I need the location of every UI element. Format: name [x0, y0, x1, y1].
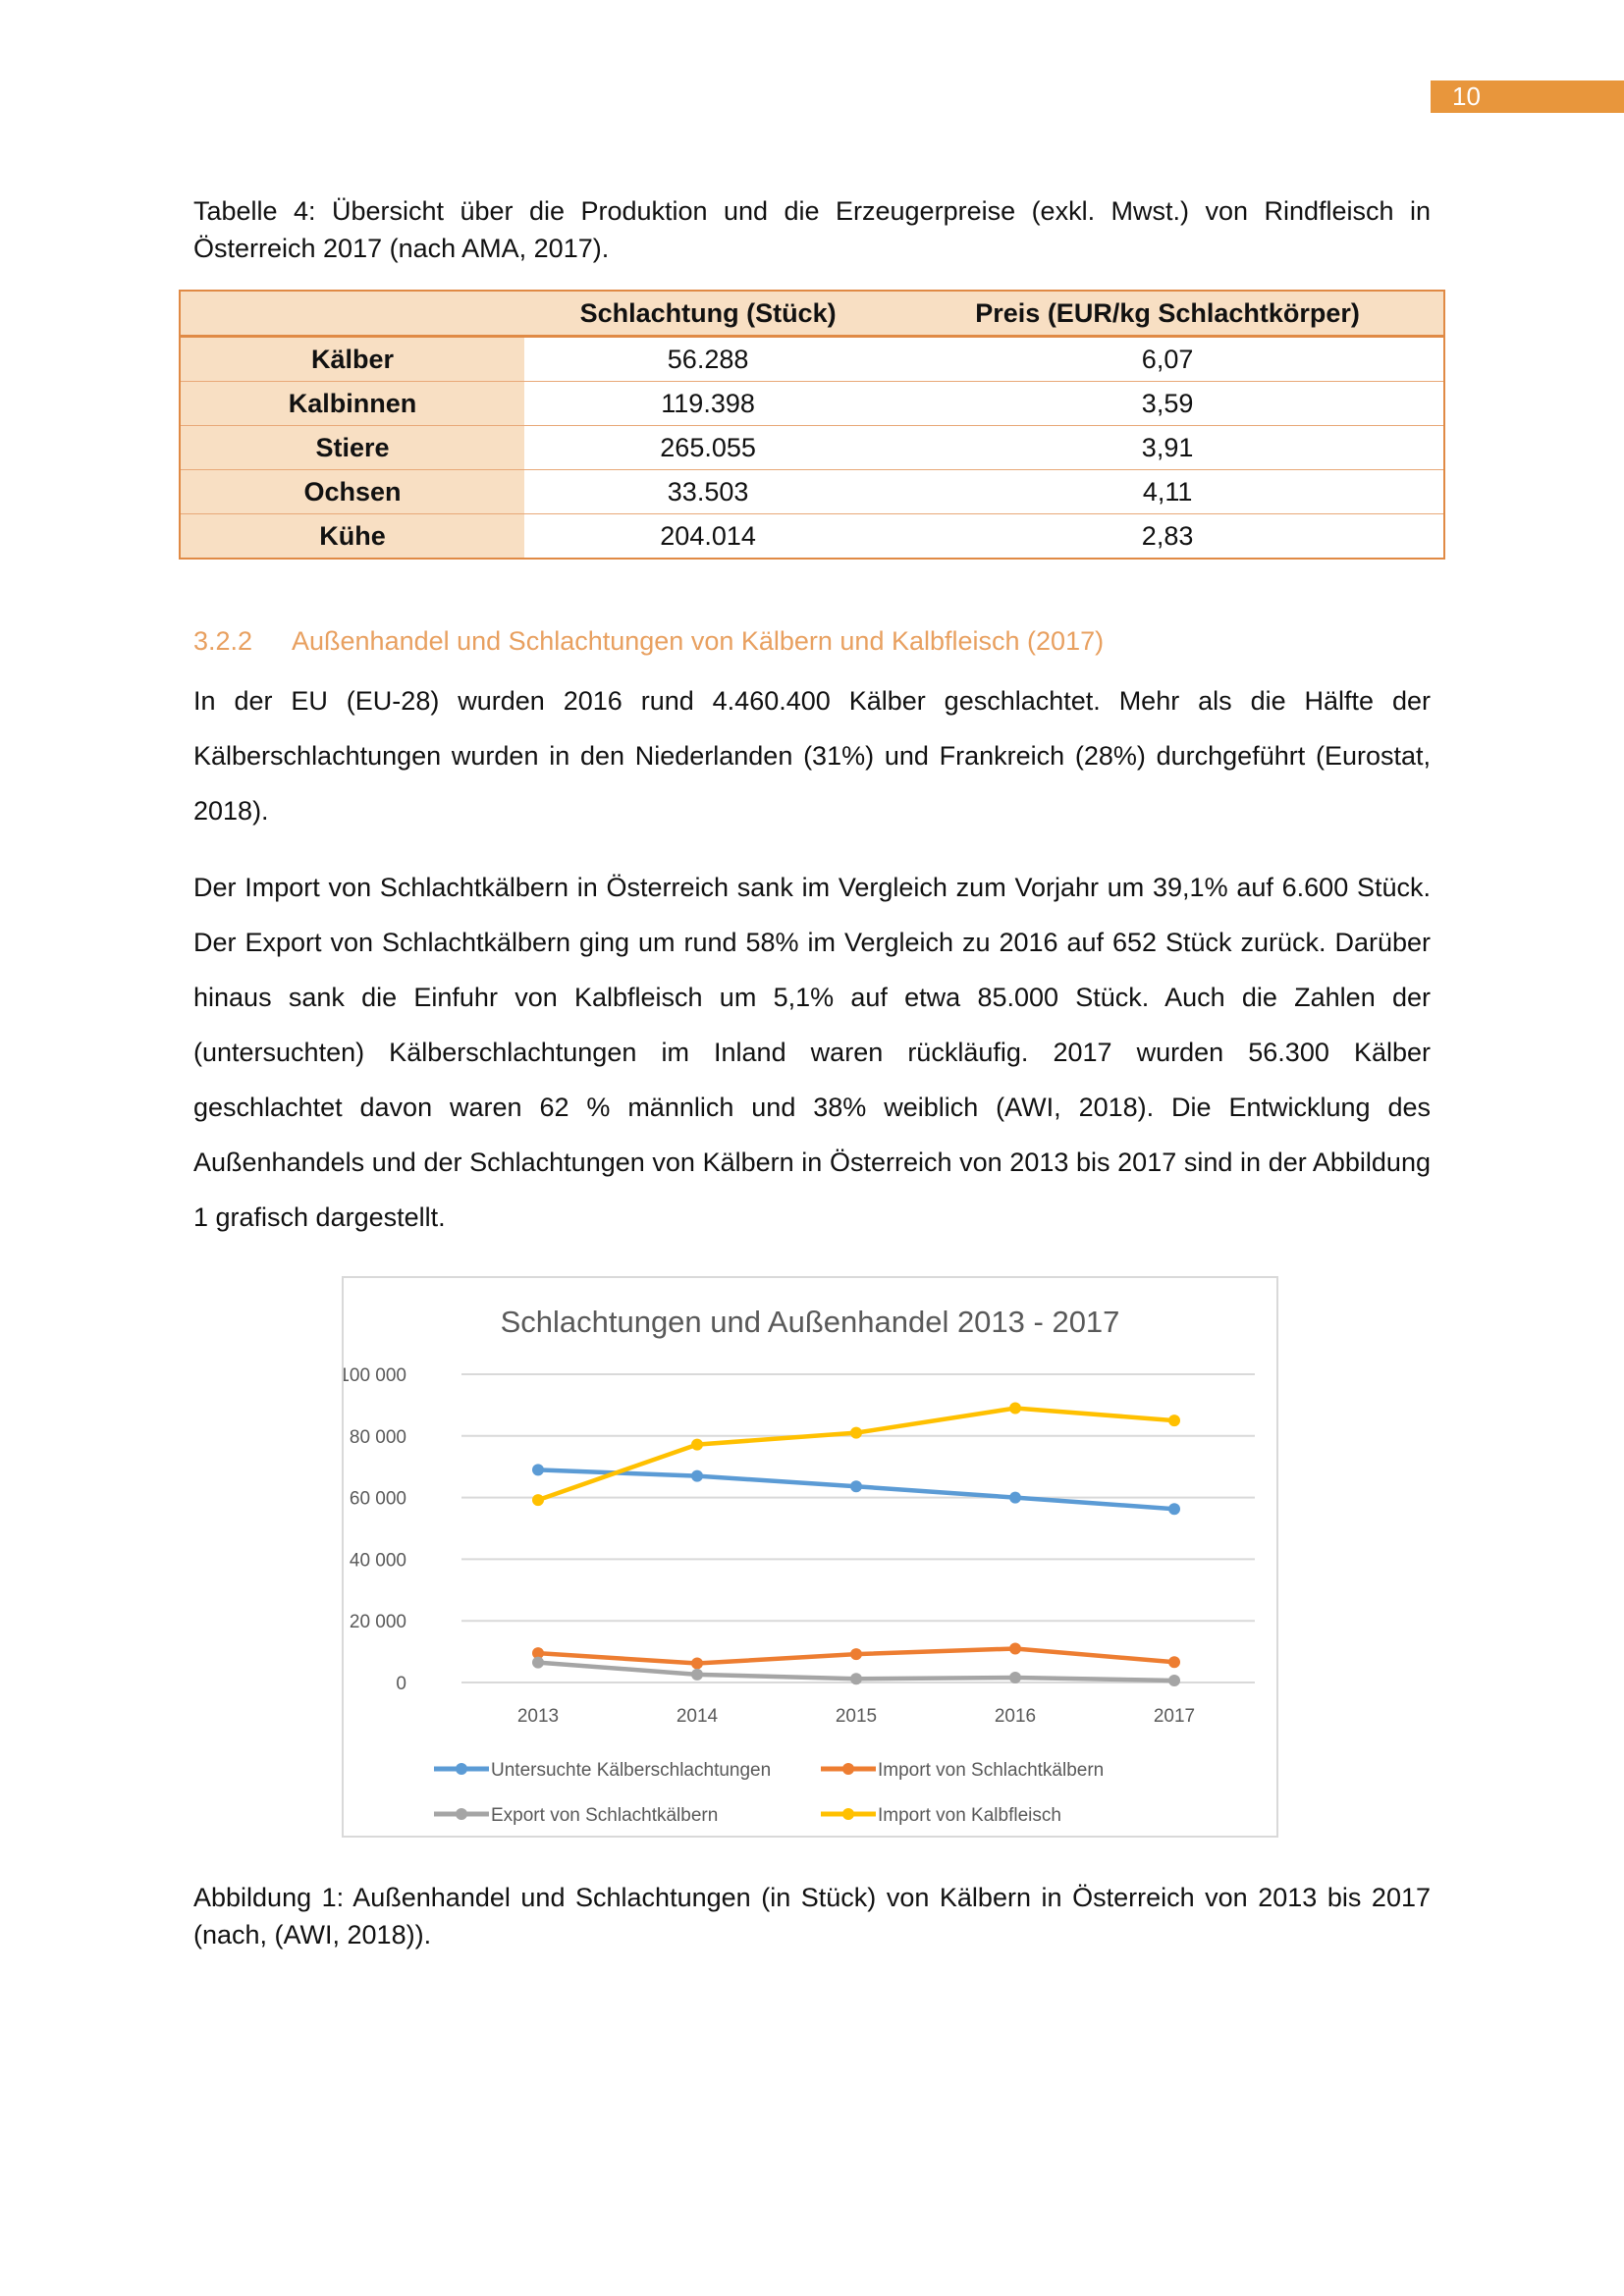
data-point — [1009, 1403, 1021, 1415]
legend-marker — [842, 1808, 854, 1820]
x-tick-label: 2013 — [516, 1706, 560, 1727]
row-price: 4,11 — [892, 470, 1444, 514]
data-point — [1168, 1503, 1180, 1515]
data-point — [532, 1494, 544, 1506]
legend-label: Untersuchte Kälberschlachtungen — [491, 1760, 772, 1781]
data-point — [1009, 1492, 1021, 1504]
data-point — [691, 1439, 703, 1451]
y-tick-label: 40 000 — [349, 1550, 406, 1572]
legend-marker — [456, 1763, 467, 1775]
x-tick-label: 2017 — [1153, 1706, 1196, 1727]
y-tick-label: 100 000 — [344, 1365, 406, 1386]
data-point — [691, 1470, 703, 1482]
legend-marker — [456, 1808, 467, 1820]
page-number: 10 — [1431, 80, 1624, 113]
data-point — [1168, 1675, 1180, 1686]
data-point — [1009, 1642, 1021, 1654]
table-row — [180, 514, 1444, 560]
table-header-empty — [180, 291, 524, 337]
line-chart — [342, 1276, 1278, 1838]
row-count: 56.288 — [524, 337, 892, 382]
figure-caption: Abbildung 1: Außenhandel und Schlachtungen (in Stück) von Kälbern in Österreich von 2013 bis 2017 (nach, (AWI, 2018)). — [193, 1883, 1431, 1949]
y-tick-label: 80 000 — [349, 1426, 406, 1448]
row-price: 2,83 — [892, 514, 1444, 560]
legend-marker — [842, 1763, 854, 1775]
data-point — [850, 1648, 862, 1660]
production-table — [179, 290, 1445, 560]
data-point — [691, 1658, 703, 1670]
row-count: 265.055 — [524, 426, 892, 470]
row-label: Stiere — [180, 426, 524, 470]
table-row — [180, 426, 1444, 470]
y-tick-label: 0 — [396, 1674, 406, 1694]
table-row — [180, 470, 1444, 514]
row-count: 119.398 — [524, 382, 892, 426]
y-tick-label: 20 000 — [349, 1612, 406, 1633]
data-point — [691, 1669, 703, 1681]
data-point — [532, 1464, 544, 1475]
row-count: 204.014 — [524, 514, 892, 560]
row-label: Kälber — [180, 337, 524, 382]
row-count: 33.503 — [524, 470, 892, 514]
data-point — [850, 1673, 862, 1684]
legend-label: Import von Kalbfleisch — [878, 1805, 1061, 1826]
table-header-row — [180, 291, 1444, 337]
table-header-count: Schlachtung (Stück) — [524, 291, 892, 337]
row-price: 3,59 — [892, 382, 1444, 426]
x-tick-label: 2016 — [994, 1706, 1037, 1727]
section-title: Außenhandel und Schlachtungen von Kälbern und Kalbfleisch (2017) — [292, 626, 1105, 656]
table-header-price: Preis (EUR/kg Schlachtkörper) — [892, 291, 1444, 337]
x-tick-label: 2014 — [676, 1706, 719, 1727]
data-point — [850, 1427, 862, 1439]
table-caption: Tabelle 4: Übersicht über die Produktion und die Erzeugerpreise (exkl. Mwst.) von Rindfleisch in Österreich 2017 (nach AMA, 2017). — [193, 196, 1431, 263]
legend-label: Export von Schlachtkälbern — [491, 1805, 719, 1826]
row-label: Ochsen — [180, 470, 524, 514]
row-price: 6,07 — [892, 337, 1444, 382]
paragraph-1: In der EU (EU-28) wurden 2016 rund 4.460.400 Kälber geschlachtet. Mehr als die Hälfte der Kälberschlachtungen wurden in den Niederlanden (31%) und Frankreich (28%) durchgeführt (Eurostat, 2018). — [193, 686, 1431, 826]
table-row — [180, 337, 1444, 382]
section-number: 3.2.2 — [193, 626, 253, 656]
data-point — [850, 1480, 862, 1492]
row-label: Kühe — [180, 514, 524, 560]
legend-label: Import von Schlachtkälbern — [878, 1760, 1105, 1781]
y-tick-label: 60 000 — [349, 1488, 406, 1510]
paragraph-2: Der Import von Schlachtkälbern in Österreich sank im Vergleich zum Vorjahr um 39,1% auf 6.600 Stück. Der Export von Schlachtkälbern ging um rund 58% im Vergleich zu 2016 auf 652 Stück zurück. Darüber hinaus sank die Einfuhr von Kalbfleisch um 5,1% auf etwa 85.000 Stück. Auch die Zahlen der (untersuchten) Kälberschlachtungen im Inland waren rückläufig. 2017 wurden 56.300 Kälber geschlachtet davon waren 62 % männlich und 38% weiblich (AWI, 2018). Die Entwicklung des Außenhandels und der Schlachtungen von Kälbern in Österreich von 2013 bis 2017 sind in der Abbildung 1 grafisch dargestellt. — [193, 873, 1431, 1232]
row-price: 3,91 — [892, 426, 1444, 470]
data-point — [1168, 1656, 1180, 1668]
row-label: Kalbinnen — [180, 382, 524, 426]
table-row — [180, 382, 1444, 426]
data-point — [532, 1657, 544, 1669]
chart-title: Schlachtungen und Außenhandel 2013 - 2017 — [500, 1305, 1120, 1339]
x-tick-label: 2015 — [835, 1706, 878, 1727]
data-point — [1168, 1415, 1180, 1426]
section-heading — [193, 626, 1104, 657]
chart-svg — [344, 1278, 1276, 1836]
data-point — [1009, 1672, 1021, 1683]
